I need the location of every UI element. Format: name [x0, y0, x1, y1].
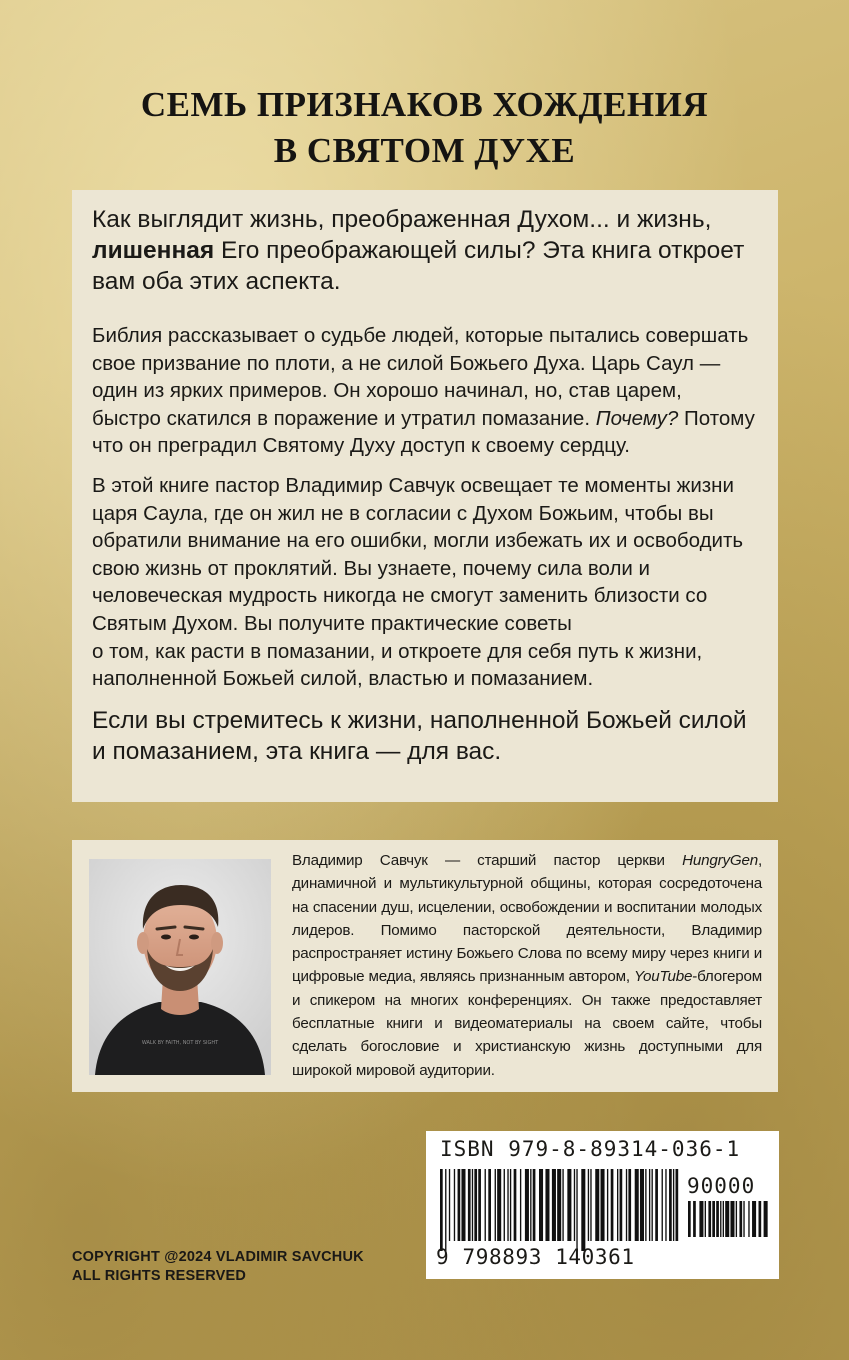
ean-barcode	[440, 1169, 680, 1251]
barcode-bar	[454, 1169, 455, 1241]
barcode-bar	[472, 1169, 473, 1241]
barcode-bar	[752, 1201, 756, 1237]
barcode-bar	[716, 1201, 719, 1237]
paragraph-1-text-1: Библия рассказывает о судьбе людей, которые пытались совершать свое призвание по плоти, а не силой Божьего Духа. Царь Саул — один из ярких примеров. Он хорошо начинал, но, став царем, быстро скатился в поражение и утратил помазание.	[92, 324, 749, 430]
barcode-bar	[520, 1169, 521, 1241]
barcode-bar	[497, 1169, 501, 1241]
barcode-bar	[673, 1169, 674, 1241]
barcode-bar	[712, 1201, 715, 1237]
barcode-bar	[669, 1169, 672, 1241]
barcode-bar	[730, 1201, 734, 1237]
lead-text-2: Его преображающей силы? Эта книга откроет вам оба этих аспекта.	[92, 237, 745, 295]
barcode-bar	[688, 1201, 691, 1237]
barcode-bar	[662, 1169, 663, 1241]
barcode-bar	[507, 1169, 508, 1241]
author-bio	[292, 849, 762, 1082]
addon-barcode	[688, 1201, 770, 1247]
paragraph-1-emphasis: Почему?	[595, 406, 679, 430]
barcode-bar	[539, 1169, 543, 1241]
price-addon-code: 90000	[687, 1174, 756, 1198]
bio-text-1: Владимир Савчук — старший пастор церкви	[292, 852, 683, 869]
copyright-notice	[72, 1248, 364, 1286]
bio-platform-name: YouTube	[633, 968, 693, 986]
ean-digits: 9 798893 140361	[436, 1245, 635, 1269]
barcode-bar	[581, 1169, 585, 1251]
barcode-bar	[601, 1169, 605, 1241]
barcode-bar	[725, 1201, 729, 1237]
barcode-bar	[699, 1201, 703, 1237]
description-paragraph-2	[92, 472, 756, 693]
lead-emphasis: лишенная	[92, 237, 215, 264]
book-title-line-1: СЕМЬ ПРИЗНАКОВ ХОЖДЕНИЯ	[140, 85, 709, 124]
barcode-bar	[576, 1169, 577, 1251]
paragraph-2-text-2: о том, как расти в помазании, и откроете для себя путь к жизни, наполненной Божьей силой, властью и помазанием.	[92, 639, 703, 691]
barcode-bar	[736, 1201, 737, 1237]
barcode-bar	[474, 1169, 477, 1241]
barcode-bar	[655, 1169, 658, 1241]
barcode-bar	[468, 1169, 471, 1241]
isbn-barcode-box	[426, 1131, 779, 1279]
lead-text-1: Как выглядит жизнь, преображенная Духом... и жизнь,	[92, 206, 712, 233]
description-panel	[72, 190, 778, 802]
barcode-bar	[652, 1169, 653, 1241]
barcode-bar	[708, 1201, 711, 1237]
author-portrait-illustration	[89, 859, 271, 1075]
barcode-bar	[649, 1169, 650, 1241]
barcode-bar	[626, 1169, 627, 1241]
bio-church-name: HungryGen	[682, 852, 758, 869]
barcode-bar	[485, 1169, 486, 1241]
barcode-bar	[665, 1169, 666, 1241]
barcode-bar	[514, 1169, 517, 1241]
barcode-bar	[720, 1201, 721, 1237]
barcode-bar	[693, 1201, 696, 1237]
barcode-bar	[567, 1169, 571, 1241]
barcode-bar	[458, 1169, 461, 1241]
barcode-bar	[759, 1201, 762, 1237]
barcode-bar	[743, 1201, 744, 1237]
barcode-bar	[676, 1169, 679, 1241]
barcode-bar	[739, 1201, 742, 1237]
barcode-bar	[635, 1169, 639, 1241]
barcode-bar	[620, 1169, 623, 1241]
bio-text-2: , динамичной и мультикультурной общины, которая сосредоточена на спасении душ, исцелении, освобождении и воспитании молодых лидеров. Помимо пасторской деятельности, Владимир распространяет истину Божьего Слова по всему миру через книги и цифровые медиа, являясь признанным автором,	[292, 852, 762, 986]
barcode-bar	[595, 1169, 599, 1241]
barcode-bar	[552, 1169, 556, 1241]
barcode-bar	[748, 1201, 749, 1237]
barcode-bar	[764, 1201, 768, 1237]
barcode-bar	[440, 1169, 443, 1251]
barcode-bar	[588, 1169, 589, 1241]
barcode-bar	[504, 1169, 505, 1241]
barcode-bar	[449, 1169, 450, 1241]
barcode-bar	[545, 1169, 549, 1241]
barcode-bar	[461, 1169, 465, 1241]
barcode-bar	[645, 1169, 646, 1241]
shirt-print: WALK BY FAITH, NOT BY SIGHT	[141, 1040, 219, 1046]
lead-question	[92, 204, 756, 297]
barcode-bar	[723, 1201, 724, 1237]
rights-line: ALL RIGHTS RESERVED	[72, 1268, 247, 1284]
barcode-bar	[628, 1169, 631, 1241]
barcode-bar	[562, 1169, 563, 1241]
description-paragraph-1	[92, 322, 756, 460]
closing-statement: Если вы стремитесь к жизни, наполненной Божьей силой и помазанием, эта книга — для вас.	[92, 706, 747, 765]
book-title	[0, 82, 849, 174]
barcode-bar	[530, 1169, 531, 1241]
barcode-bar	[705, 1201, 706, 1237]
barcode-bar	[478, 1169, 481, 1241]
barcode-bar	[590, 1169, 591, 1241]
author-bio-panel	[72, 840, 778, 1092]
barcode-bar	[445, 1169, 446, 1251]
barcode-bar	[533, 1169, 536, 1241]
isbn-number: ISBN 979-8-89314-036-1	[440, 1137, 741, 1161]
barcode-bar	[495, 1169, 496, 1241]
barcode-bar	[617, 1169, 618, 1241]
paragraph-1-text-2: Потому что он преградил Святому Духу доступ к своему сердцу.	[92, 406, 755, 458]
paragraph-2-text-1: В этой книге пастор Владимир Савчук освещает те моменты жизни царя Саула, где он жил не в согласии с Духом Божьим, чтобы вы обратили внимание на его ошибки, могли избежать их и освободить свою жизнь от проклятий. Вы узнаете, почему сила воли и человеческая мудрость никогда не смогут заменить близости со Святым Духом. Вы получите практические советы	[92, 473, 744, 635]
author-photo	[89, 859, 271, 1075]
barcode-bar	[611, 1169, 614, 1241]
barcode-bar	[557, 1169, 561, 1241]
barcode-bar	[525, 1169, 529, 1241]
book-title-line-2: В СВЯТОМ ДУХЕ	[273, 131, 576, 170]
barcode-bar	[510, 1169, 511, 1241]
copyright-line: COPYRIGHT @2024 VLADIMIR SAVCHUK	[72, 1249, 364, 1265]
barcode-bar	[574, 1169, 575, 1241]
barcode-bar	[607, 1169, 608, 1241]
bio-text-3: -блогером и спикером на многих конференциях. Он также предоставляет бесплатные книги и видеоматериалы на своем сайте, чтобы сделать богословие и христианскую жизнь доступными для широкой мировой аудитории.	[292, 968, 762, 1079]
barcode-bar	[488, 1169, 491, 1241]
barcode-bar	[640, 1169, 644, 1241]
